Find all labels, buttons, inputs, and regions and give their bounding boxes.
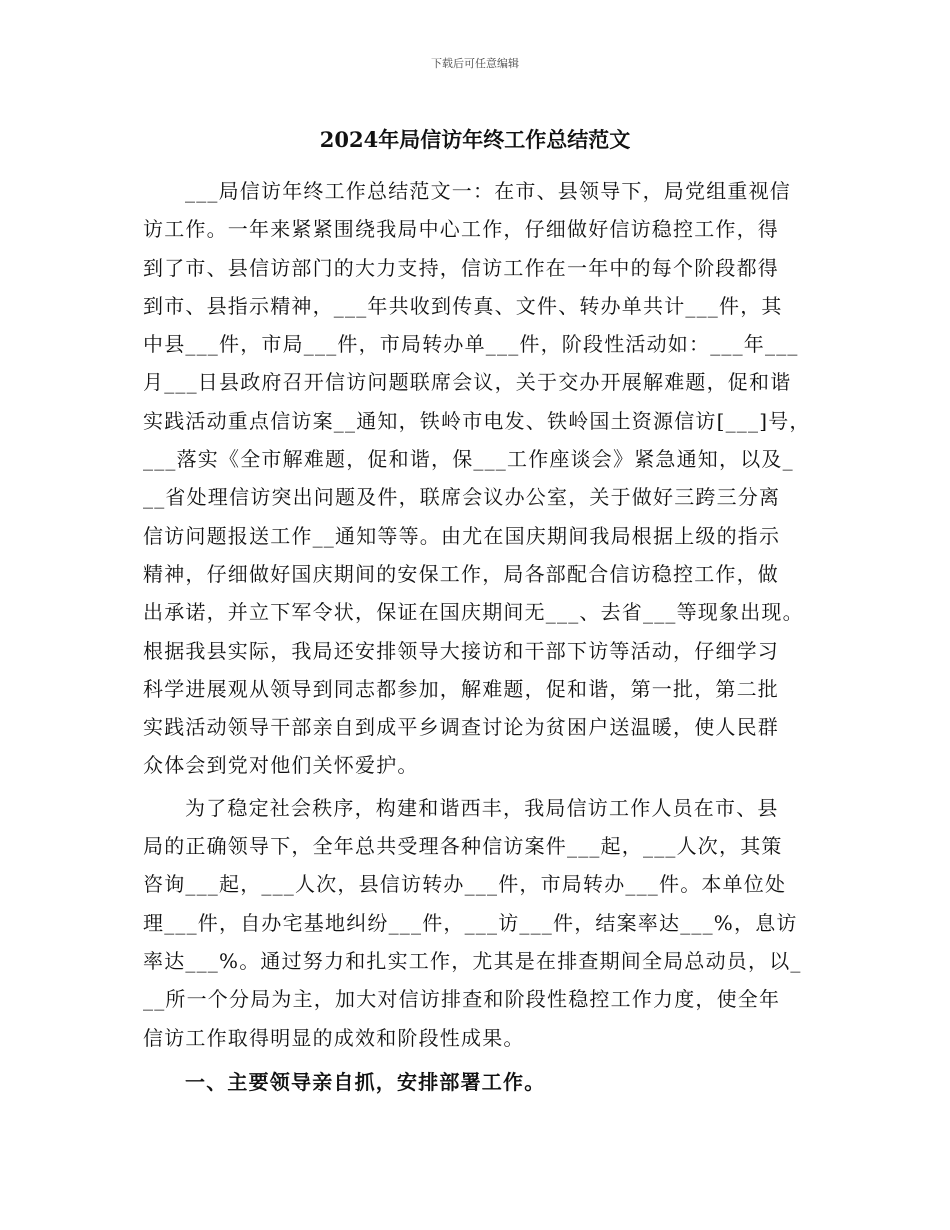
section-heading: 一、主要领导亲自抓，安排部署工作。 (185, 1069, 546, 1094)
paragraph-line: 访工作。一年来紧紧围绕我局中心工作，仔细做好信访稳控工作，得 (143, 217, 779, 242)
paragraph-line: 为了稳定社会秩序，构建和谐西丰，我局信访工作人员在市、县 (185, 795, 779, 820)
paragraph-line: 中县___件，市局___件，市局转办单___件，阶段性活动如：___年___ (143, 332, 799, 357)
paragraph-line: 理___件，自办宅基地纠纷___件，___访___件，结案率达___%，息访 (143, 910, 798, 935)
paragraph-line: 根据我县实际，我局还安排领导大接访和干部下访等活动，仔细学习 (143, 638, 779, 663)
paragraph-line: 月___日县政府召开信访问题联席会议，关于交办开展解难题，促和谐 (143, 370, 792, 395)
paragraph-line: ___落实《全市解难题，促和谐，保___工作座谈会》紧急通知，以及_ (143, 447, 794, 472)
paragraph-1 (143, 172, 815, 785)
paragraph-line: 信访工作取得明显的成效和阶段性成果。 (143, 1025, 525, 1050)
paragraph-line: 到市、县指示精神，___年共收到传真、文件、转办单共计___件，其 (143, 293, 783, 318)
document-body (143, 172, 815, 1101)
paragraph-line: 科学进展观从领导到同志都参加，解难题，促和谐，第一批，第二批 (143, 676, 779, 701)
paragraph-line: __所一个分局为主，加大对信访排查和阶段性稳控工作力度，使全年 (143, 987, 781, 1012)
paragraph-line: 精神，仔细做好国庆期间的安保工作，局各部配合信访稳控工作，做 (143, 561, 779, 586)
paragraph-line: 信访问题报送工作__通知等等。由尤在国庆期间我局根据上级的指示 (143, 523, 781, 548)
paragraph-line: ___局信访年终工作总结范文一：在市、县领导下，局党组重视信 (185, 179, 791, 203)
paragraph-line: __省处理信访突出问题及件，联席会议办公室，关于做好三跨三分离 (143, 485, 781, 510)
document-title: 2024年局信访年终工作总结范文 (319, 127, 631, 152)
paragraph-line: 到了市、县信访部门的大力支持，信访工作在一年中的每个阶段都得 (143, 255, 779, 280)
paragraph-line: 局的正确领导下，全年总共受理各种信访案件___起，___人次，其策 (143, 834, 783, 859)
download-edit-note: 下载后可任意编辑 (431, 57, 519, 70)
paragraph-line: 咨询___起，___人次，县信访转办___件，市局转办___件。本单位处 (143, 872, 787, 897)
paragraph-line: 实践活动领导干部亲自到成平乡调查讨论为贫困户送温暖，使人民群 (143, 715, 779, 740)
paragraph-line: 众体会到党对他们关怀爱护。 (143, 753, 419, 778)
paragraph-line: 率达___%。通过努力和扎实工作，尤其是在排查期间全局总动员，以_ (143, 948, 802, 973)
paragraph-line: 实践活动重点信访案__通知，铁岭市电发、铁岭国土资源信访[___]号， (143, 408, 811, 433)
paragraph-2 (143, 789, 815, 1057)
paragraph-line: 出承诺，并立下军令状，保证在国庆期间无___、去省___等现象出现。 (143, 600, 804, 625)
